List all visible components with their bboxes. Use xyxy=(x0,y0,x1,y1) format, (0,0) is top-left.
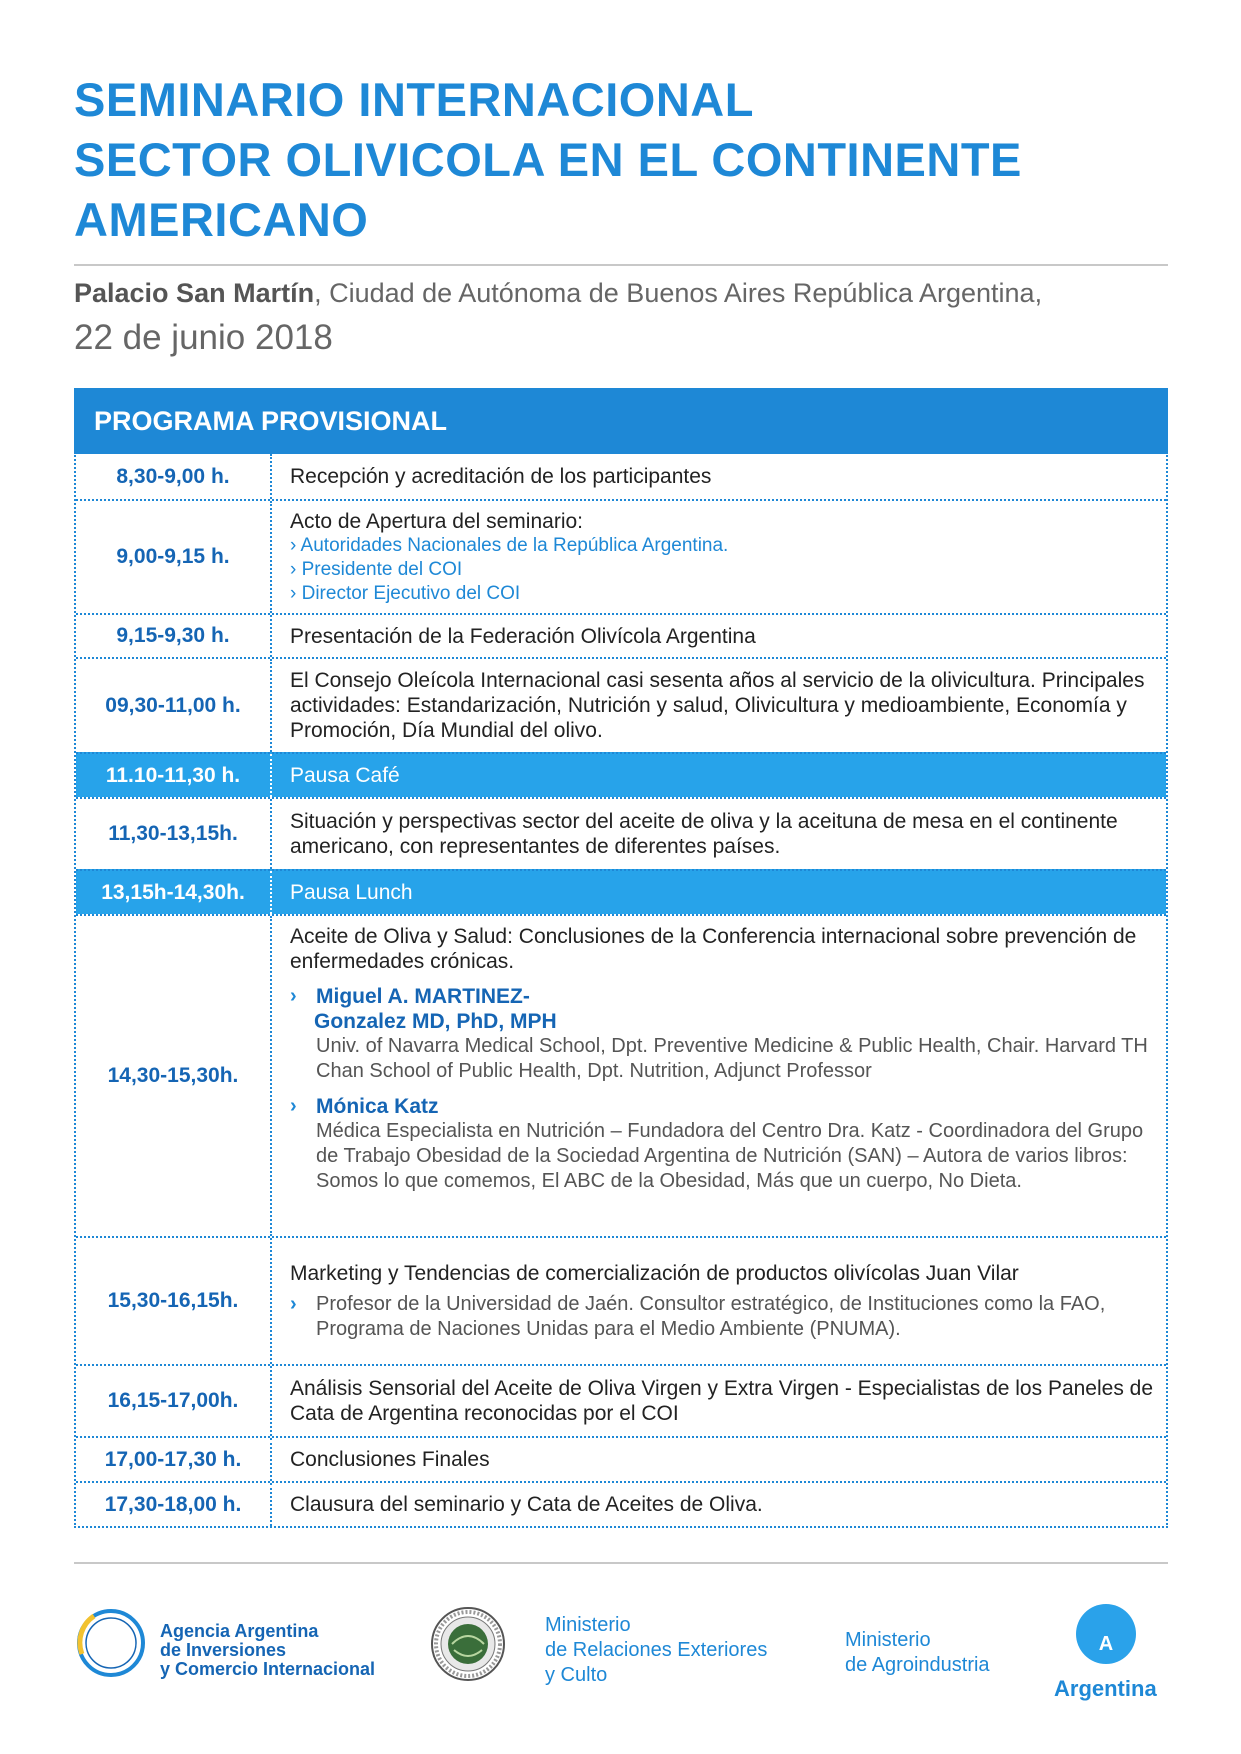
event-date: 22 de junio 2018 xyxy=(74,318,333,357)
agro-line: de Agroindustria xyxy=(845,1654,990,1676)
speaker-body xyxy=(316,984,1154,1084)
agro-line: Ministerio xyxy=(845,1629,931,1651)
program-heading: PROGRAMA PROVISIONAL xyxy=(74,388,1168,454)
program-row xyxy=(76,1436,1166,1481)
agencia-line: y Comercio Internacional xyxy=(160,1659,376,1679)
mrec-logo-text xyxy=(545,1613,767,1688)
program-row xyxy=(76,499,1166,613)
title-line-1: SEMINARIO INTERNACIONAL xyxy=(74,73,754,126)
mrec-line: y Culto xyxy=(545,1664,608,1686)
row-text: Situación y perspectivas sector del aceite de oliva y la aceituna de mesa en el continente americano, con representantes de diferentes países. xyxy=(290,810,1118,858)
chevron-right-icon: › xyxy=(290,985,297,1007)
venue-location: , Ciudad de Autónoma de Buenos Aires República Argentina, xyxy=(314,278,1043,308)
speaker-entry xyxy=(290,1292,1154,1342)
opening-item: › Presidente del COI xyxy=(290,558,463,580)
row-content xyxy=(272,1238,1166,1364)
program-row xyxy=(76,914,1166,1236)
agencia-logo-text xyxy=(160,1622,375,1679)
row-text: Pausa Lunch xyxy=(290,881,413,904)
venue-name: Palacio San Martín xyxy=(74,278,315,308)
program-row-break xyxy=(76,752,1166,797)
argentina-logo-text: Argentina xyxy=(1054,1676,1157,1701)
title-line-3: AMERICANO xyxy=(74,193,369,246)
agro-logo-text xyxy=(845,1628,990,1678)
speaker-detail: Médica Especialista en Nutrición – Fundadora del Centro Dra. Katz - Coordinadora del Grupo de Trabajo Obesidad de la Sociedad Argentina de Nutrición (SAN) – Autora de varios libros: Somos lo que comemos, El ABC de la Obesidad, Más que un cuerpo, No Dieta. xyxy=(316,1120,1144,1192)
speaker-name-cont: Gonzalez MD, PhD, MPH xyxy=(314,1010,557,1033)
speaker-detail: Univ. of Navarra Medical School, Dpt. Preventive Medicine & Public Health, Chair. Harvard TH Chan School of Public Health, Dpt. Nutrition, Adjunct Professor xyxy=(316,1035,1148,1082)
chevron-right-icon: › xyxy=(290,1292,297,1315)
program-row xyxy=(76,1364,1166,1436)
program-row xyxy=(76,1481,1166,1526)
argentina-badge-icon: A xyxy=(1076,1604,1136,1664)
program-row xyxy=(76,657,1166,752)
agencia-line: Agencia Argentina xyxy=(160,1621,319,1641)
title-divider xyxy=(74,264,1168,266)
row-text: Pausa Café xyxy=(290,764,400,787)
program-row xyxy=(76,797,1166,869)
mrec-line: de Relaciones Exteriores xyxy=(545,1639,768,1661)
speaker-detail: Profesor de la Universidad de Jaén. Consultor estratégico, de Instituciones como la FAO, Programa de Naciones Unidas para el Medio Ambiente (PNUMA). xyxy=(316,1292,1106,1340)
opening-item: › Autoridades Nacionales de la República Argentina. xyxy=(290,534,729,556)
speaker-entry xyxy=(290,1094,1154,1194)
row-time: 09,30-11,00 h. xyxy=(76,659,272,752)
row-text: Análisis Sensorial del Aceite de Oliva Virgen y Extra Virgen - Especialistas de los Paneles de Cata de Argentina reconocidas por el COI xyxy=(290,1377,1154,1425)
row-time: 14,30-15,30h. xyxy=(76,916,272,1236)
row-time: 13,15h-14,30h. xyxy=(76,871,272,914)
coi-seal-icon xyxy=(428,1604,508,1684)
row-text: Conclusiones Finales xyxy=(290,1448,490,1471)
speaker-name: Miguel A. MARTINEZ- xyxy=(316,985,530,1008)
document-title xyxy=(74,70,1174,250)
row-time: 11,30-13,15h. xyxy=(76,799,272,869)
row-time: 11.10-11,30 h. xyxy=(76,754,272,797)
program-table xyxy=(74,388,1168,1528)
row-text: El Consejo Oleícola Internacional casi sesenta años al servicio de la olivicultura. Principales actividades: Estandarización, Nutrición y salud, Olivicultura y medioambiente, Economía y Promoción, Día Mundial del olivo. xyxy=(290,669,1145,742)
row-content xyxy=(272,501,1166,613)
footer-divider xyxy=(74,1562,1168,1564)
agencia-ring-logo-icon xyxy=(74,1606,148,1680)
program-row xyxy=(76,613,1166,657)
program-row xyxy=(76,454,1166,499)
program-row xyxy=(76,1236,1166,1364)
mrec-line: Ministerio xyxy=(545,1614,631,1636)
title-line-2: SECTOR OLIVICOLA EN EL CONTINENTE xyxy=(74,133,1022,186)
agencia-line: de Inversiones xyxy=(160,1640,287,1660)
row-time: 17,00-17,30 h. xyxy=(76,1438,272,1481)
row-time: 8,30-9,00 h. xyxy=(76,454,272,499)
row-time: 9,00-9,15 h. xyxy=(76,501,272,613)
row-text: Aceite de Oliva y Salud: Conclusiones de la Conferencia internacional sobre prevención de enfermedades crónicas. xyxy=(290,925,1137,973)
speaker-body xyxy=(316,1094,1154,1194)
row-content xyxy=(272,916,1166,1236)
opening-item: › Director Ejecutivo del COI xyxy=(290,582,521,604)
chevron-right-icon: › xyxy=(290,1095,297,1117)
venue-line xyxy=(74,278,1174,309)
row-text: Clausura del seminario y Cata de Aceites de Oliva. xyxy=(290,1493,763,1516)
program-row-break xyxy=(76,869,1166,914)
row-text: Presentación de la Federación Olivícola Argentina xyxy=(290,624,756,648)
row-text: Acto de Apertura del seminario: xyxy=(290,509,583,533)
row-text: Marketing y Tendencias de comercialización de productos olivícolas Juan Vilar xyxy=(290,1261,1019,1285)
speaker-name: Mónica Katz xyxy=(316,1095,439,1118)
row-text: Recepción y acreditación de los participantes xyxy=(290,465,712,488)
speaker-entry xyxy=(290,984,1154,1084)
row-time: 16,15-17,00h. xyxy=(76,1366,272,1436)
row-time: 15,30-16,15h. xyxy=(76,1238,272,1364)
row-time: 9,15-9,30 h. xyxy=(76,615,272,657)
row-time: 17,30-18,00 h. xyxy=(76,1483,272,1526)
